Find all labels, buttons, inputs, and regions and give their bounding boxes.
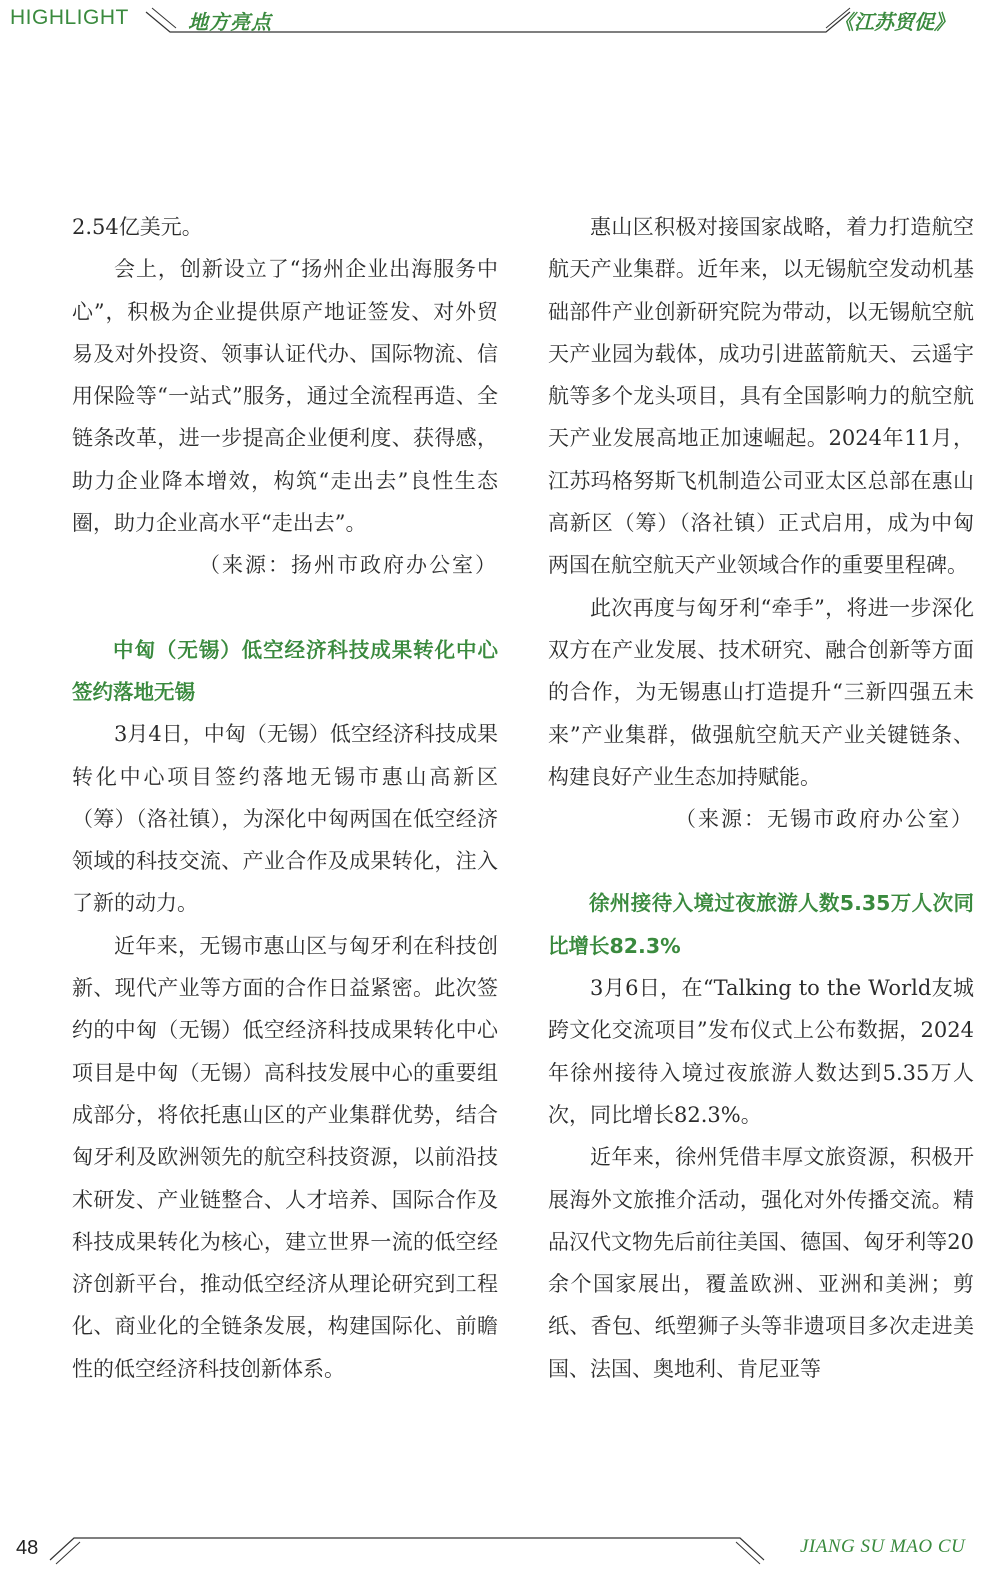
paragraph: 此次再度与匈牙利“牵手”，将进一步深化双方在产业发展、技术研究、融合创新等方面的合作，为无锡惠山打造提升“三新四强五未来”产业集群，做强航空航天产业关键链条、构建良好产业生态加持赋能。 [548, 595, 974, 789]
paragraph: 3月4日，中匈（无锡）低空经济科技成果转化中心项目签约落地无锡市惠山高新区（筹）（洛社镇），为深化中匈两国在低空经济领域的科技交流、产业合作及成果转化，注入了新的动力。 [72, 722, 498, 916]
article-heading: 徐州接待入境过夜旅游人数5.35万人次同比增长82.3% [548, 891, 974, 958]
right-column [548, 206, 974, 1390]
source-note: （来源：扬州市政府办公室） [199, 553, 498, 578]
header-section-title: 地方亮点 [188, 10, 272, 34]
header-magazine-title: 《江苏贸促》 [834, 10, 954, 34]
left-column [72, 206, 498, 1390]
paragraph: 2.54亿美元。 [72, 215, 203, 239]
article-heading: 中匈（无锡）低空经济科技成果转化中心签约落地无锡 [72, 637, 498, 704]
paragraph: 近年来，徐州凭借丰厚文旅资源，积极开展海外文旅推介活动，强化对外传播交流。精品汉代文物先后前往美国、德国、匈牙利等20余个国家展出，覆盖欧洲、亚洲和美洲；剪纸、香包、纸塑狮子头等非遗项目多次走进美国、法国、奥地利、肯尼亚等 [548, 1145, 974, 1381]
source-note: （来源：无锡市政府办公室） [675, 807, 974, 832]
header-rule [0, 0, 1000, 40]
paragraph: 近年来，无锡市惠山区与匈牙利在科技创新、现代产业等方面的合作日益紧密。此次签约的中匈（无锡）低空经济科技成果转化中心项目是中匈（无锡）高科技发展中心的重要组成部分，将依托惠山区的产业集群优势，结合匈牙利及欧洲领先的航空科技资源，以前沿技术研发、产业链整合、人才培养、国际合作及科技成果转化为核心，建立世界一流的低空经济创新平台，推动低空经济从理论研究到工程化、商业化的全链条发展，构建国际化、前瞻性的低空经济科技创新体系。 [72, 933, 498, 1381]
paragraph: 会上，创新设立了“扬州企业出海服务中心”，积极为企业提供原产地证签发、对外贸易及对外投资、领事认证代办、国际物流、信用保险等“一站式”服务，通过全流程再造、全链条改革，进一步提高企业便利度、获得感，助力企业降本增效，构筑“走出去”良性生态圈，助力企业高水平“走出去”。 [72, 257, 498, 536]
paragraph: 惠山区积极对接国家战略，着力打造航空航天产业集群。近年来，以无锡航空发动机基础部件产业创新研究院为带动，以无锡航空航天产业园为载体，成功引进蓝箭航天、云遥宇航等多个龙头项目，具有全国影响力的航空航天产业发展高地正加速崛起。2024年11月，江苏玛格努斯飞机制造公司亚太区总部在惠山高新区（筹）（洛社镇）正式启用，成为中匈两国在航空航天产业领域合作的重要里程碑。 [548, 215, 974, 578]
page-number: 48 [16, 1537, 39, 1559]
paragraph: 3月6日，在“Talking to the World友城跨文化交流项目”发布仪式上公布数据，2024年徐州接待入境过夜旅游人数达到5.35万人次，同比增长82.3%。 [548, 976, 974, 1127]
header-highlight-label: HIGHLIGHT [10, 6, 129, 29]
footer-magazine-name: JIANG SU MAO CU [800, 1536, 966, 1557]
